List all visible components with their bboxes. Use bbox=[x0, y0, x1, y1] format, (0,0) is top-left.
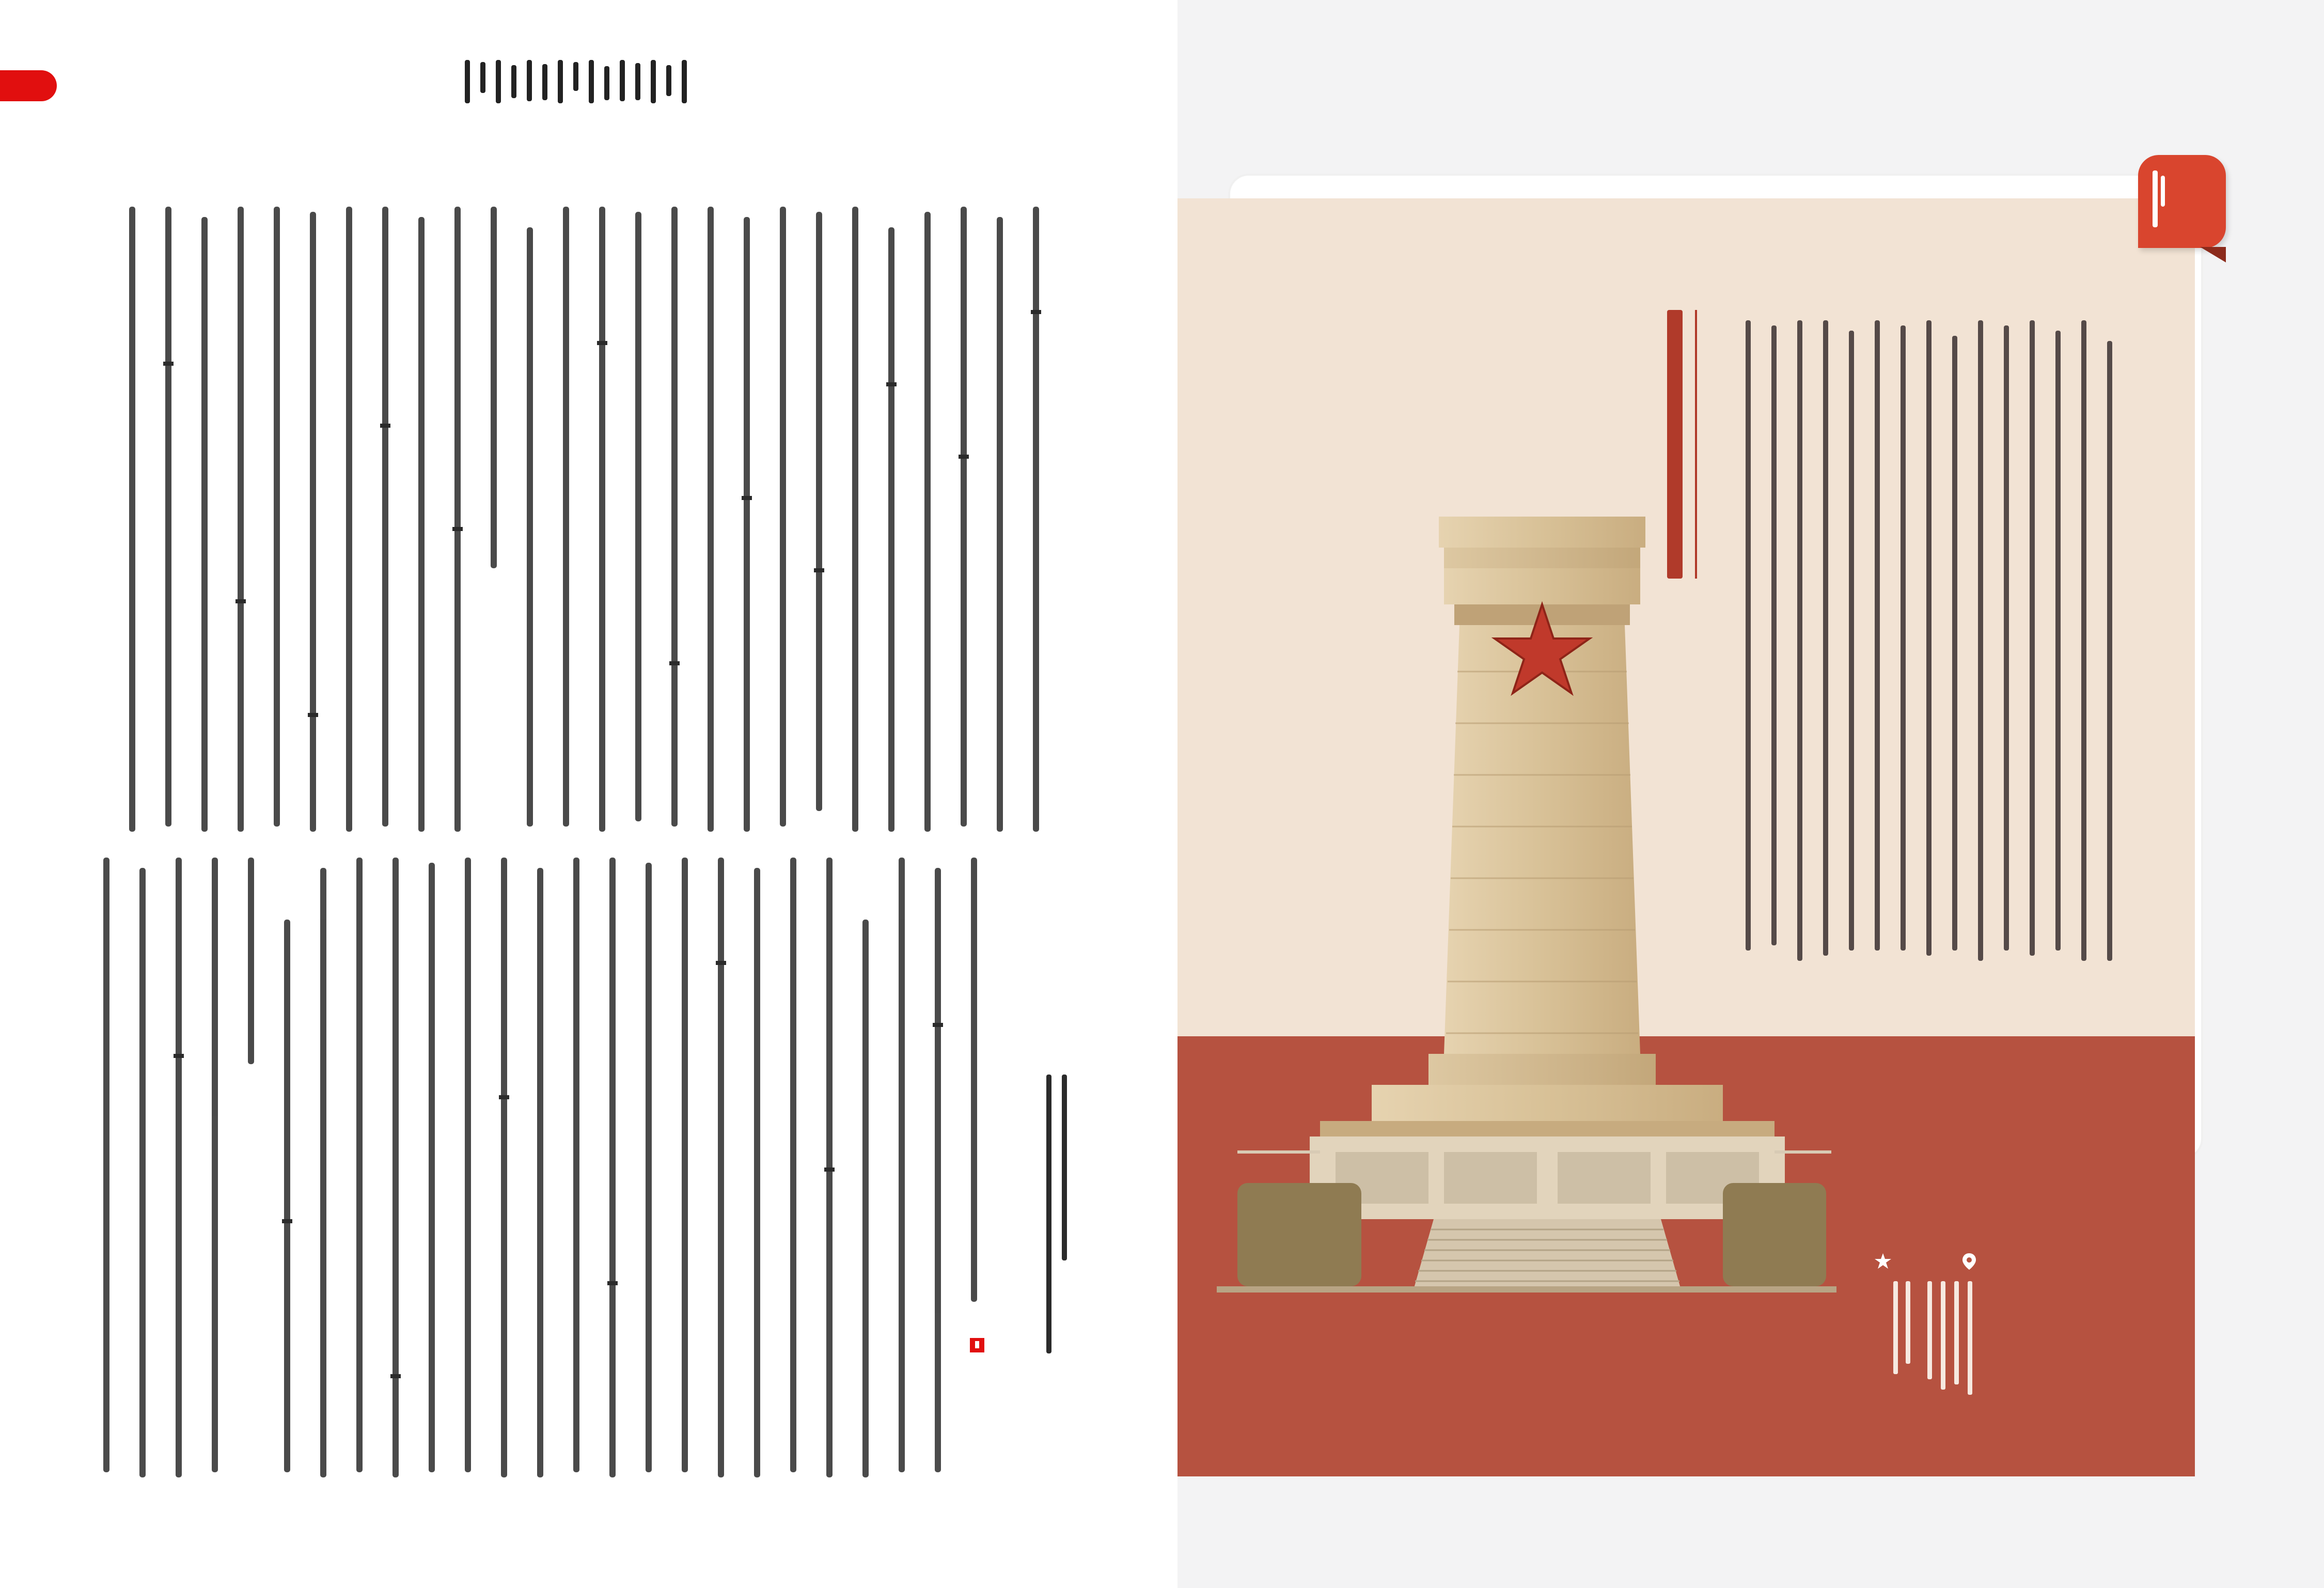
header-mongolian-title bbox=[460, 57, 697, 106]
note-bracket-lines bbox=[1043, 1075, 1074, 1364]
section-badge bbox=[2138, 155, 2226, 248]
lower-mongolian-lines bbox=[103, 858, 1064, 1498]
badge-mongolian bbox=[2148, 170, 2169, 232]
red-corner-shape bbox=[2128, 1036, 2195, 1160]
star-icon bbox=[1874, 1252, 1892, 1271]
info-text-lines bbox=[1890, 1281, 1983, 1400]
note-marker-icon bbox=[969, 1337, 985, 1353]
lower-text-block bbox=[103, 858, 1064, 1498]
upper-text-block bbox=[103, 207, 1064, 852]
monument-image bbox=[1217, 517, 1836, 1293]
upper-mongolian-lines bbox=[103, 207, 1064, 852]
header-tab-marker bbox=[0, 70, 57, 101]
map-pin-icon bbox=[1960, 1252, 1978, 1271]
